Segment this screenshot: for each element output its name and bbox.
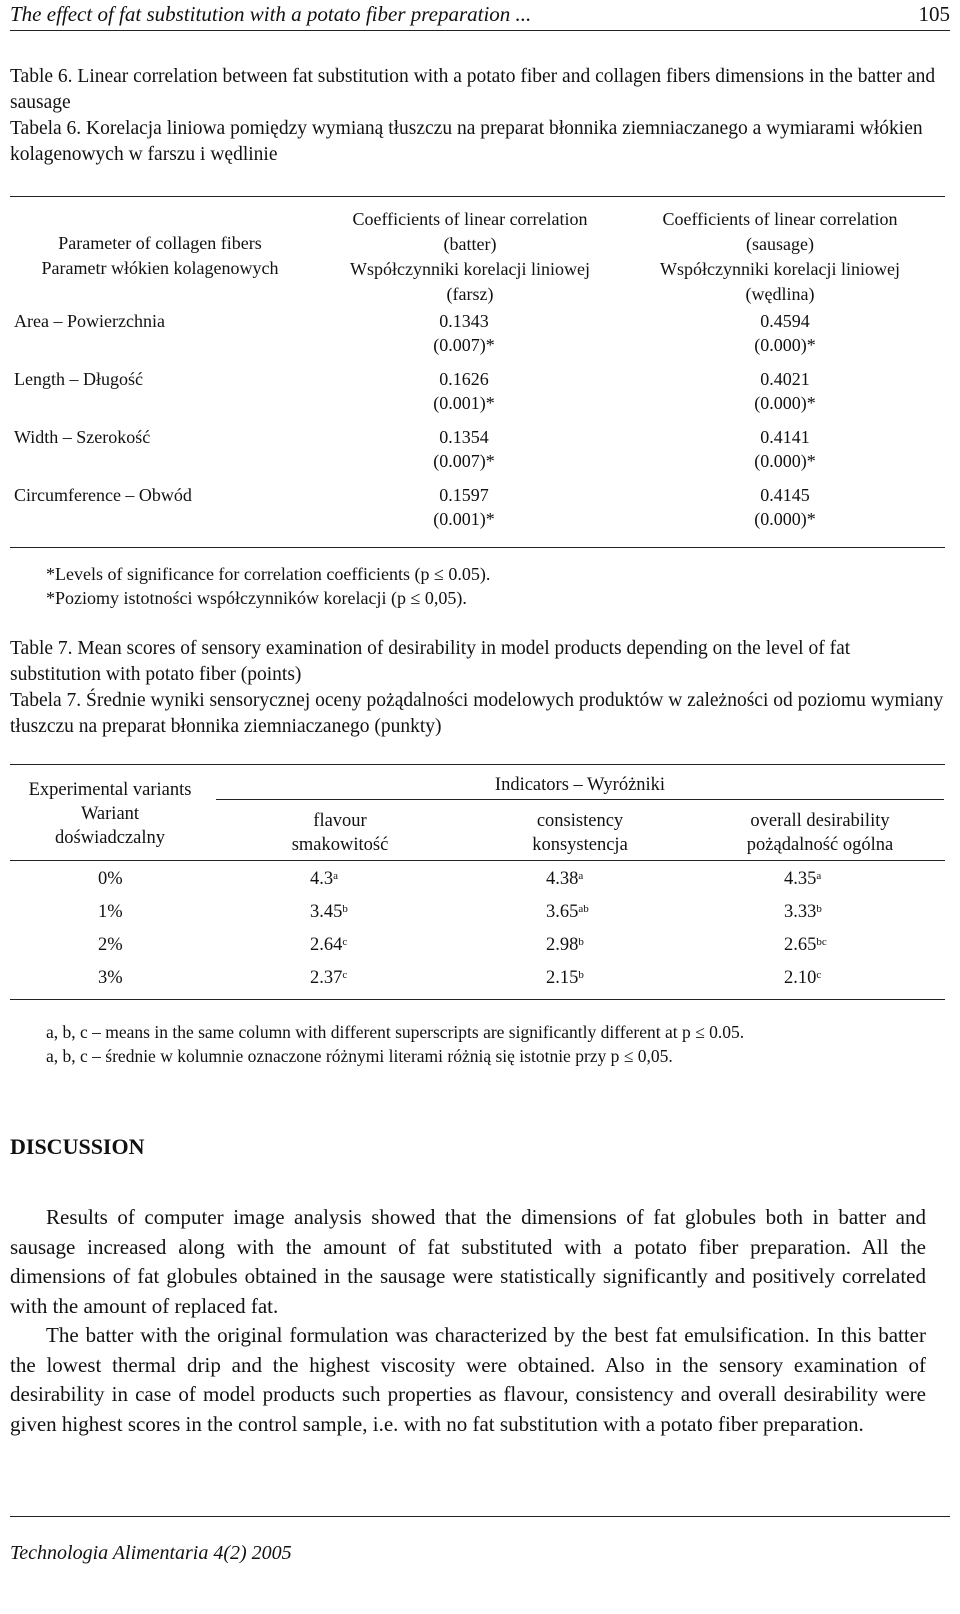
table7-caption [10, 636, 945, 740]
coefficient-value: 0.4141 [760, 427, 810, 447]
running-head [10, 2, 950, 31]
table-note: a, b, c – średnie w kolumnie oznaczone różnymi literami różnią się istotnie przy p ≤ 0,05. [46, 1046, 673, 1066]
coefficient-value: 0.1354 [439, 427, 489, 447]
coefficient-value: 0.1626 [439, 369, 489, 389]
table6-header-parameter [20, 231, 300, 281]
journal-footer: Technologia Alimentaria 4(2) 2005 [10, 1542, 292, 1564]
table7-header-consistency [480, 809, 680, 857]
table-row [10, 425, 945, 479]
p-value: (0.000)* [754, 451, 816, 471]
table6-caption-en: Table 6. Linear correlation between fat substitution with a potato fiber and collagen fibers dimensions in the batter and sausage [10, 66, 936, 113]
header-line: (sausage) [746, 234, 814, 254]
table7-header-variant [10, 778, 210, 850]
table6 [10, 196, 945, 548]
significance-letter: b [816, 903, 822, 915]
header-rule [10, 860, 945, 861]
table7-header-flavour [240, 809, 440, 857]
table7-notes [46, 1020, 744, 1068]
table6-header-sausage [630, 207, 930, 307]
flavour-score [310, 898, 348, 926]
table-row [10, 483, 945, 537]
consistency-score [546, 964, 584, 992]
flavour-score [310, 865, 338, 893]
row-parameter: Length – Długość [14, 369, 143, 389]
score-value: 4.35 [784, 869, 817, 889]
page-number: 105 [918, 2, 950, 26]
table-row [10, 865, 945, 897]
significance-letter: b [578, 936, 584, 948]
table7-caption-en: Table 7. Mean scores of sensory examination of desirability in model products depending on the level of fat substitution with potato fiber (points) [10, 638, 851, 685]
p-value: (0.001)* [433, 509, 495, 529]
sausage-coefficient [715, 483, 855, 531]
table6-notes [46, 562, 490, 610]
table-row [10, 898, 945, 930]
table6-caption-pl: Tabela 6. Korelacja liniowa pomiędzy wymianą tłuszczu na preparat błonnika ziemniaczanego a wymiarami włókien kolagenowych w farszu i wędlinie [10, 118, 923, 165]
flavour-score [310, 931, 347, 959]
discussion-paragraph-2 [10, 1321, 926, 1439]
significance-letter: ab [578, 903, 589, 915]
paragraph-text: The batter with the original formulation was characterized by the best fat emulsification. In this batter the lowest thermal drip and the highest viscosity were obtained. Also in the sensory examination of desirability in case of model products such properties as flavour, consistency and overall desirability were given highest scores in the control sample, i.e. with no fat substitution with a potato fiber preparation. [10, 1323, 926, 1436]
significance-letter: c [816, 969, 822, 981]
overall-score [784, 865, 821, 893]
header-line: Coefficients of linear correlation [662, 209, 898, 229]
table-row [10, 367, 945, 421]
score-value: 2.64 [310, 935, 343, 955]
sausage-coefficient [715, 425, 855, 473]
running-head-title: The effect of fat substitution with a potato fiber preparation ... [10, 2, 532, 26]
consistency-score [546, 931, 584, 959]
score-value: 3.33 [784, 902, 817, 922]
score-value: 2.10 [784, 968, 817, 988]
header-line: consistency [536, 811, 624, 831]
header-line: Experimental variants [28, 780, 192, 800]
table7-caption-pl: Tabela 7. Średnie wyniki sensorycznej oceny pożądalności modelowych produktów w zależności od poziomu wymiany tłuszczu na preparat błonnika ziemniaczanego (punkty) [10, 690, 944, 737]
header-line: flavour [313, 811, 367, 831]
significance-letter: a [578, 870, 584, 882]
header-line: Wariant [80, 804, 140, 824]
header-rule [216, 799, 944, 800]
coefficient-value: 0.4145 [760, 485, 810, 505]
table-row [10, 309, 945, 363]
score-value: 2.37 [310, 968, 343, 988]
table6-caption [10, 64, 945, 168]
table-note: *Levels of significance for correlation coefficients (p ≤ 0.05). [46, 564, 491, 584]
table-row [10, 931, 945, 963]
significance-letter: a [816, 870, 822, 882]
overall-score [784, 898, 822, 926]
section-heading: DISCUSSION [10, 1134, 145, 1159]
header-line: overall desirability [750, 811, 890, 831]
row-parameter: Width – Szerokość [14, 427, 151, 447]
p-value: (0.007)* [433, 335, 495, 355]
header-line: Współczynniki korelacji liniowej [660, 259, 900, 279]
row-variant: 1% [98, 902, 123, 922]
significance-letter: c [342, 969, 348, 981]
p-value: (0.007)* [433, 451, 495, 471]
significance-letter: b [342, 903, 348, 915]
header-line: pożądalność ogólna [746, 835, 894, 855]
table7-header-overall [710, 809, 930, 857]
row-variant: 0% [98, 869, 123, 889]
row-parameter: Area – Powierzchnia [14, 311, 165, 331]
header-line: Parametr włókien kolagenowych [41, 258, 279, 278]
score-value: 2.15 [546, 968, 579, 988]
p-value: (0.001)* [433, 393, 495, 413]
header-line: (farsz) [446, 284, 494, 304]
header-line: (batter) [443, 234, 497, 254]
score-value: 3.65 [546, 902, 579, 922]
p-value: (0.000)* [754, 335, 816, 355]
row-variant: 2% [98, 935, 123, 955]
batter-coefficient [394, 367, 534, 415]
batter-coefficient [394, 309, 534, 357]
significance-letter: b [578, 969, 584, 981]
score-value: 4.38 [546, 869, 579, 889]
header-line: (wędlina) [745, 284, 815, 304]
significance-letter: bc [816, 936, 827, 948]
header-line: Coefficients of linear correlation [352, 209, 588, 229]
coefficient-value: 0.4021 [760, 369, 810, 389]
score-value: 2.98 [546, 935, 579, 955]
header-line: Parameter of collagen fibers [58, 233, 262, 253]
score-value: 2.65 [784, 935, 817, 955]
discussion-paragraph-1 [10, 1203, 926, 1321]
header-line: Współczynniki korelacji liniowej [350, 259, 590, 279]
table7 [10, 764, 945, 1000]
table-note: a, b, c – means in the same column with different superscripts are significantly different at p ≤ 0.05. [46, 1022, 745, 1042]
p-value: (0.000)* [754, 393, 816, 413]
row-variant: 3% [98, 968, 123, 988]
paragraph-text: Results of computer image analysis showed that the dimensions of fat globules both in batter and sausage increased along with the amount of fat substituted with a potato fiber preparation. All the dimensions of fat globules obtained in the sausage were statistically significantly and positively correlated with the amount of replaced fat. [10, 1205, 926, 1318]
overall-score [784, 931, 827, 959]
table-row [10, 964, 945, 996]
coefficient-value: 0.1597 [439, 485, 489, 505]
score-value: 4.3 [310, 869, 334, 889]
batter-coefficient [394, 425, 534, 473]
footer-rule [10, 1516, 950, 1517]
consistency-score [546, 898, 589, 926]
row-parameter: Circumference – Obwód [14, 485, 192, 505]
overall-score [784, 964, 821, 992]
score-value: 3.45 [310, 902, 343, 922]
flavour-score [310, 964, 347, 992]
coefficient-value: 0.4594 [760, 311, 810, 331]
table6-header-batter [320, 207, 620, 307]
header-line: doświadczalny [55, 828, 165, 848]
significance-letter: c [342, 936, 348, 948]
coefficient-value: 0.1343 [439, 311, 489, 331]
sausage-coefficient [715, 309, 855, 357]
table7-header-indicators: Indicators – Wyróżniki [494, 775, 666, 795]
p-value: (0.000)* [754, 509, 816, 529]
sausage-coefficient [715, 367, 855, 415]
significance-letter: a [333, 870, 339, 882]
header-line: smakowitość [291, 835, 389, 855]
consistency-score [546, 865, 583, 893]
batter-coefficient [394, 483, 534, 531]
header-line: konsystencja [532, 835, 628, 855]
table-note: *Poziomy istotności współczynników korelacji (p ≤ 0,05). [46, 588, 467, 608]
